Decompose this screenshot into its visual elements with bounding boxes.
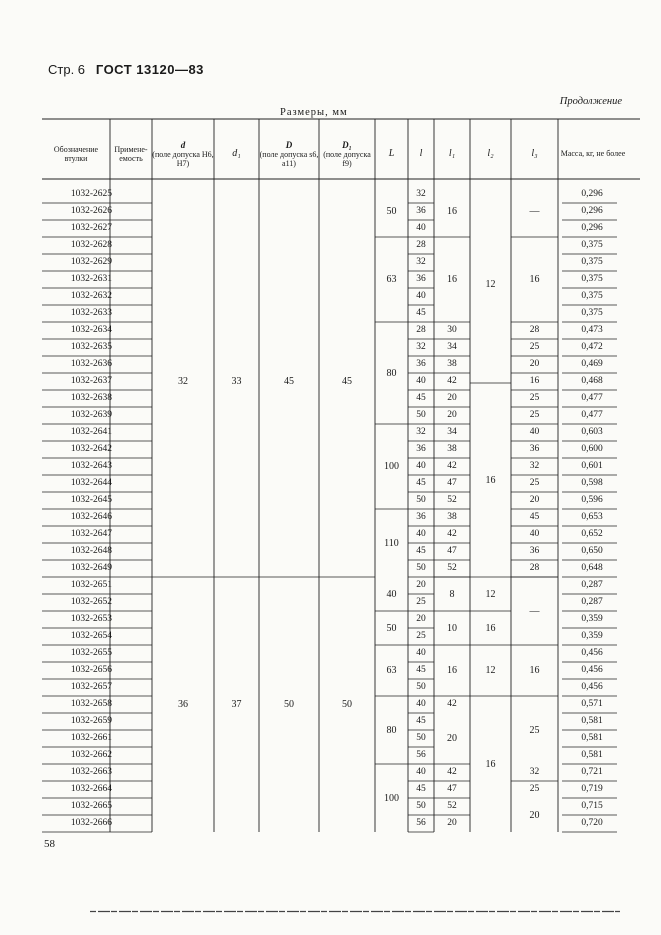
l-cell: 36 [416, 274, 426, 284]
l1-cell: 52 [447, 801, 457, 811]
l3-cell: 32 [529, 767, 540, 777]
designation-cell: 1032-2648 [70, 546, 112, 556]
merged-L-100: 100 [384, 461, 399, 472]
mass-cell: 0,719 [581, 784, 603, 794]
l-cell: 50 [416, 733, 426, 743]
designation-cell: 1032-2639 [70, 410, 112, 420]
standard-number: ГОСТ 13120—83 [95, 62, 204, 77]
designation-cell: 1032-2649 [70, 563, 112, 573]
header-l3: l₃ [531, 148, 538, 160]
l1-cell: 38 [447, 444, 457, 454]
designation-cell: 1032-2652 [70, 597, 112, 607]
designation-cell: 1032-2646 [70, 512, 112, 522]
mass-cell: 0,598 [581, 478, 603, 488]
mass-cell: 0,600 [581, 444, 603, 454]
l1-cell: 34 [447, 427, 457, 437]
merged-l1-16c: 16 [447, 665, 457, 676]
l-cell: 45 [416, 393, 426, 403]
designation-cell: 1032-2637 [70, 376, 112, 386]
l3-cell: 25 [529, 784, 540, 794]
l-cell: 50 [416, 801, 426, 811]
l3-cell: 20 [529, 495, 540, 505]
merged-d1-33: 33 [231, 376, 242, 387]
header-D-symbol: D [285, 139, 293, 150]
designation-cell: 1032-2633 [70, 308, 112, 318]
l-cell: 45 [416, 308, 426, 318]
merged-L-40: 40 [386, 588, 397, 600]
page-number: 58 [44, 838, 55, 850]
merged-l3-20: 20 [529, 809, 540, 821]
designation-cell: 1032-2634 [70, 325, 112, 335]
designation-cell: 1032-2662 [70, 750, 112, 760]
l3-cell: 36 [529, 546, 540, 556]
l1-cell: 47 [447, 784, 457, 794]
designation-cell: 1032-2636 [70, 359, 112, 369]
header-l: l [419, 148, 423, 160]
designation-cell: 1032-2654 [70, 631, 112, 641]
l-cell: 40 [416, 648, 426, 658]
merged-l3-25: 25 [529, 724, 540, 736]
l-cell: 36 [416, 206, 426, 216]
mass-cell: 0,468 [581, 376, 603, 386]
mass-cell: 0,601 [581, 461, 603, 471]
mass-cell: 0,715 [581, 801, 603, 811]
l-cell: 50 [416, 495, 426, 505]
mass-cell: 0,571 [581, 699, 603, 709]
designation-cell: 1032-2628 [70, 240, 112, 250]
l-cell: 50 [416, 563, 426, 573]
designation-cell: 1032-2632 [70, 291, 112, 301]
l-cell: 40 [416, 291, 426, 301]
mass-cell: 0,359 [581, 614, 603, 624]
mass-cell: 0,287 [581, 580, 603, 590]
merged-l3-16a: 16 [529, 274, 540, 285]
l-cell: 28 [416, 325, 426, 335]
l-cell: 56 [416, 818, 426, 828]
l-cell: 20 [416, 580, 426, 590]
header-d1: d₁ [232, 148, 241, 160]
l-cell: 40 [416, 461, 426, 471]
designation-cell: 1032-2663 [70, 767, 112, 777]
mass-cell: 0,469 [581, 359, 603, 369]
mass-cell: 0,456 [581, 682, 603, 692]
designation-cell: 1032-2643 [70, 461, 112, 471]
mass-cell: 0,477 [581, 410, 603, 420]
merged-l2-12a: 12 [485, 279, 496, 290]
l-cell: 40 [416, 529, 426, 539]
l3-cell: 25 [529, 342, 540, 352]
designation-cell: 1032-2657 [70, 682, 112, 692]
designation-cell: 1032-2641 [70, 427, 112, 437]
l-cell: 32 [416, 189, 426, 199]
l3-cell: 28 [529, 325, 540, 335]
l-cell: 32 [416, 342, 426, 352]
merged-l1-10: 10 [447, 622, 457, 634]
mass-cell: 0,375 [581, 274, 603, 284]
merged-L-80b: 80 [386, 724, 397, 736]
header-l2: l₂ [487, 148, 494, 160]
page-label: Стр. 6 [48, 62, 86, 77]
designation-cell: 1032-2664 [70, 784, 112, 794]
designation-cell: 1032-2642 [70, 444, 112, 454]
mass-cell: 0,581 [581, 733, 603, 743]
mass-cell: 0,287 [581, 597, 603, 607]
l1-cell: 42 [447, 529, 457, 539]
l-cell: 40 [416, 223, 426, 233]
l-cell: 32 [416, 427, 426, 437]
l-cell: 50 [416, 682, 426, 692]
l1-cell: 52 [447, 495, 457, 505]
mass-cell: 0,359 [581, 631, 603, 641]
mass-cell: 0,648 [581, 563, 603, 573]
merged-D-50: 50 [284, 699, 294, 710]
l-cell: 40 [416, 376, 426, 386]
merged-l2-16a: 16 [485, 474, 496, 486]
l-cell: 45 [416, 665, 426, 675]
designation-cell: 1032-2631 [70, 274, 112, 284]
mass-cell: 0,456 [581, 665, 603, 675]
l-cell: 36 [416, 512, 426, 522]
designation-cell: 1032-2665 [70, 801, 112, 811]
merged-L-50b: 50 [386, 622, 397, 634]
merged-L-50: 50 [386, 206, 397, 217]
designation-cell: 1032-2627 [70, 223, 112, 233]
mass-cell: 0,472 [581, 342, 603, 352]
merged-l1-20: 20 [447, 733, 457, 744]
merged-l3-dash-b: — [529, 605, 540, 617]
header-d-note: (поле допуска Н6, Н7) [152, 149, 214, 169]
mass-cell: 0,581 [581, 716, 603, 726]
l3-cell: 45 [529, 512, 540, 522]
designation-cell: 1032-2645 [70, 495, 112, 505]
l-cell: 28 [416, 240, 426, 250]
l-cell: 32 [416, 257, 426, 267]
header-D-note: (поле допуска s6, a11) [259, 149, 319, 169]
l3-cell: 16 [529, 376, 540, 386]
merged-L-110: 110 [384, 537, 399, 549]
mass-cell: 0,296 [581, 223, 603, 233]
l1-cell: 38 [447, 512, 457, 522]
merged-d-36: 36 [178, 699, 188, 710]
designation-cell: 1032-2651 [70, 580, 112, 590]
l3-cell: 36 [529, 444, 540, 454]
merged-d1-37: 37 [231, 699, 242, 710]
l1-cell: 20 [447, 818, 457, 828]
header-D1-note: (поле допуска f9) [323, 149, 371, 169]
designation-cell: 1032-2653 [70, 614, 112, 624]
mass-cell: 0,296 [581, 206, 603, 216]
merged-l3-16b: 16 [529, 665, 540, 676]
l3-cell: 25 [529, 393, 540, 403]
merged-l2-12c: 12 [485, 665, 496, 676]
l1-cell: 47 [447, 478, 457, 488]
designation-cell: 1032-2647 [70, 529, 112, 539]
designation-cell: 1032-2656 [70, 665, 112, 675]
header-D1-symbol: D₁ [342, 139, 352, 150]
l3-cell: 20 [529, 359, 540, 369]
merged-D-45: 45 [284, 376, 294, 387]
l-cell: 40 [416, 767, 426, 777]
l1-cell: 42 [447, 376, 457, 386]
merged-L-80: 80 [386, 367, 397, 379]
designation-cell: 1032-2666 [70, 818, 112, 828]
l-cell: 45 [416, 478, 426, 488]
merged-l1-16b: 16 [447, 274, 457, 285]
l-cell: 40 [416, 699, 426, 709]
header-D1 [319, 130, 375, 178]
merged-l2-16b: 16 [485, 622, 496, 634]
header-l1: l₁ [448, 148, 456, 160]
designation-cell: 1032-2635 [70, 342, 112, 352]
designation-cell: 1032-2659 [70, 716, 112, 726]
l-cell: 25 [416, 631, 426, 641]
l-cell: 36 [416, 444, 426, 454]
merged-L-63b: 63 [386, 665, 397, 676]
merged-L-100b: 100 [384, 792, 399, 804]
merged-L-63: 63 [386, 274, 397, 285]
mass-cell: 0,603 [581, 427, 603, 437]
mass-cell: 0,652 [581, 529, 603, 539]
mass-cell: 0,720 [581, 818, 603, 828]
l3-cell: 40 [529, 529, 540, 539]
header-mass: Масса, кг, не более [560, 149, 626, 159]
l-cell: 36 [416, 359, 426, 369]
merged-l2-16c: 16 [485, 758, 496, 770]
designation-cell: 1032-2625 [70, 189, 112, 199]
l-cell: 50 [416, 410, 426, 420]
header-applicability: Примене-емость [114, 144, 148, 163]
mass-cell: 0,653 [581, 512, 603, 522]
designation-cell: 1032-2658 [70, 699, 112, 709]
mass-cell: 0,456 [581, 648, 603, 658]
l-cell: 25 [416, 597, 426, 607]
l-cell: 45 [416, 546, 426, 556]
mass-cell: 0,473 [581, 325, 603, 335]
designation-cell: 1032-2644 [70, 478, 112, 488]
mass-cell: 0,581 [581, 750, 603, 760]
header-d-symbol: d [180, 139, 186, 150]
l1-cell: 42 [447, 767, 457, 777]
mass-cell: 0,375 [581, 240, 603, 250]
header-L: L [388, 148, 395, 160]
l1-cell: 42 [447, 461, 457, 471]
l1-cell: 42 [447, 699, 457, 709]
mass-cell: 0,375 [581, 257, 603, 267]
scan-artifact [20, 910, 630, 913]
mass-cell: 0,296 [581, 189, 603, 199]
designation-cell: 1032-2626 [70, 206, 112, 216]
l3-cell: 40 [529, 427, 540, 437]
l1-cell: 38 [447, 359, 457, 369]
merged-l1-8: 8 [449, 588, 455, 600]
l-cell: 56 [416, 750, 426, 760]
dimensions-label: Размеры, мм [280, 107, 348, 118]
l3-cell: 25 [529, 410, 540, 420]
l1-cell: 47 [447, 546, 457, 556]
l3-cell: 25 [529, 478, 540, 488]
l1-cell: 34 [447, 342, 457, 352]
mass-cell: 0,596 [581, 495, 603, 505]
continuation-label: Продолжение [559, 96, 622, 107]
l3-cell: 28 [529, 563, 540, 573]
designation-cell: 1032-2638 [70, 393, 112, 403]
merged-D1-45: 45 [342, 376, 352, 387]
mass-cell: 0,375 [581, 291, 603, 301]
merged-d-32: 32 [178, 376, 188, 387]
l1-cell: 52 [447, 563, 457, 573]
merged-l2-12b: 12 [485, 588, 496, 600]
merged-l3-dash-a: — [529, 206, 540, 217]
mass-cell: 0,477 [581, 393, 603, 403]
designation-cell: 1032-2661 [70, 733, 112, 743]
mass-cell: 0,650 [581, 546, 603, 556]
mass-cell: 0,721 [581, 767, 603, 777]
header-d [152, 130, 214, 178]
merged-D1-50: 50 [342, 699, 352, 710]
l1-cell: 20 [447, 410, 457, 420]
mass-cell: 0,375 [581, 308, 603, 318]
designation-cell: 1032-2629 [70, 257, 112, 267]
l1-cell: 30 [447, 325, 457, 335]
l-cell: 20 [416, 614, 426, 624]
header-D [259, 130, 319, 178]
l1-cell: 20 [447, 393, 457, 403]
merged-l1-16a: 16 [447, 206, 457, 217]
designation-cell: 1032-2655 [70, 648, 112, 658]
header-designation: Обозначение втулки [53, 144, 99, 163]
l-cell: 45 [416, 784, 426, 794]
l-cell: 45 [416, 716, 426, 726]
l3-cell: 32 [529, 461, 540, 471]
